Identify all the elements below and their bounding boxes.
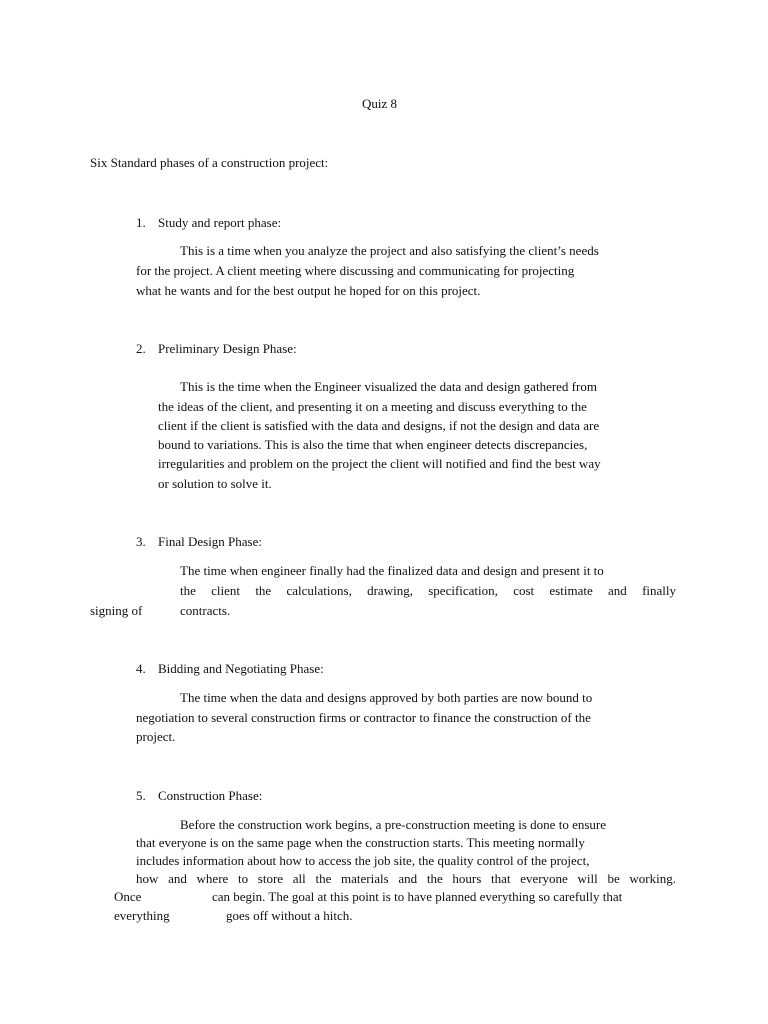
phase-3-line-2: the client the calculations, drawing, specification, cost estimate and finally xyxy=(180,583,676,598)
phase-3-line-3-end: contracts. xyxy=(180,603,231,618)
phase-1-line-1: This is a time when you analyze the project and also satisfying the client’s needs xyxy=(180,243,599,258)
phase-5-line-6-start: everything xyxy=(114,908,170,923)
intro-text: Six Standard phases of a construction project: xyxy=(90,155,329,170)
phase-1-line-2: for the project. A client meeting where discussing and communicating for projecting xyxy=(136,263,575,278)
phase-5-line-1: Before the construction work begins, a pre-construction meeting is done to ensure xyxy=(180,817,606,832)
phase-5-heading: Construction Phase: xyxy=(158,788,263,803)
phase-2-line-5: irregularities and problem on the project the client will notified and find the best way xyxy=(158,456,601,471)
phase-4-line-2: negotiation to several construction firms or contractor to finance the construction of the xyxy=(136,710,591,725)
phase-4-line-1: The time when the data and designs approved by both parties are now bound to xyxy=(180,690,593,705)
phase-2-line-4: bound to variations. This is also the time that when engineer detects discrepancies, xyxy=(158,437,588,452)
phase-1-number: 1. xyxy=(136,215,146,230)
phase-2-line-6: or solution to solve it. xyxy=(158,476,272,491)
phase-5-line-5-end: can begin. The goal at this point is to have planned everything so carefully that xyxy=(212,889,623,904)
phase-5-line-4: how and where to store all the materials and the hours that everyone will be working. xyxy=(136,871,676,886)
phase-1-heading: Study and report phase: xyxy=(158,215,282,230)
phase-3-number: 3. xyxy=(136,534,146,549)
phase-4-heading: Bidding and Negotiating Phase: xyxy=(158,661,324,676)
phase-2-heading: Preliminary Design Phase: xyxy=(158,341,297,356)
page-title: Quiz 8 xyxy=(362,96,398,111)
phase-3-line-1: The time when engineer finally had the finalized data and design and present it to xyxy=(180,563,604,578)
phase-2-number: 2. xyxy=(136,341,146,356)
phase-2-line-2: the ideas of the client, and presenting it on a meeting and discuss everything to the xyxy=(158,399,587,414)
phase-5-line-5-start: Once xyxy=(114,889,142,904)
phase-2-line-3: client if the client is satisfied with the data and designs, if not the design and data are xyxy=(158,418,600,433)
phase-5-line-6-end: goes off without a hitch. xyxy=(226,908,353,923)
phase-4-number: 4. xyxy=(136,661,146,676)
phase-5-number: 5. xyxy=(136,788,146,803)
phase-3-heading: Final Design Phase: xyxy=(158,534,262,549)
phase-2-line-1: This is the time when the Engineer visualized the data and design gathered from xyxy=(180,379,597,394)
phase-1-line-3: what he wants and for the best output he hoped for on this project. xyxy=(136,283,481,298)
phase-5-line-2: that everyone is on the same page when the construction starts. This meeting normally xyxy=(136,835,585,850)
phase-3-line-3-start: signing of xyxy=(90,603,143,618)
phase-5-line-3: includes information about how to access the job site, the quality control of the project, xyxy=(136,853,590,868)
phase-4-line-3: project. xyxy=(136,729,176,744)
